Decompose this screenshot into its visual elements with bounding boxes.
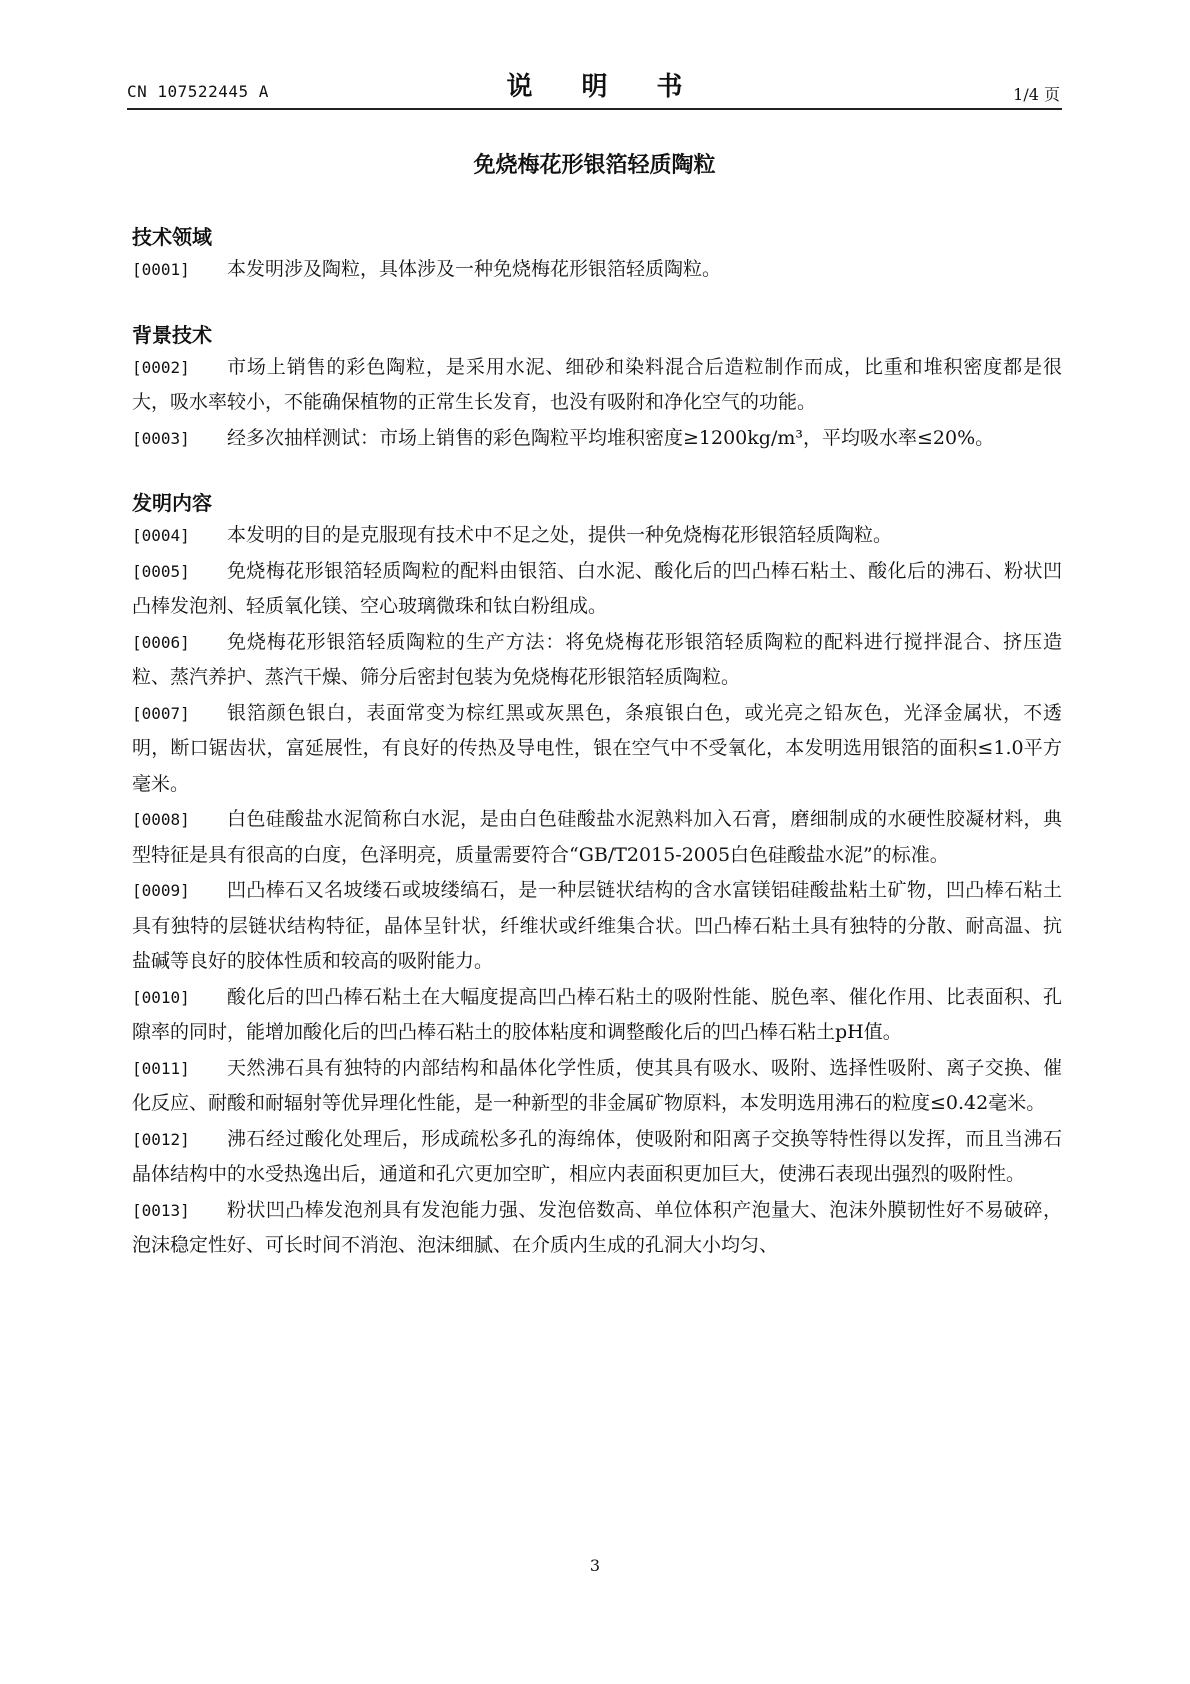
paragraph-number: [0009] <box>132 881 190 900</box>
paragraph-number: [0001] <box>132 260 190 279</box>
paragraph-text: 酸化后的凹凸棒石粘土在大幅度提高凹凸棒石粘土的吸附性能、脱色率、催化作用、比表面积、孔隙率的同时，能增加酸化后的凹凸棒石粘土的胶体粘度和调整酸化后的凹凸棒石粘土pH值。 <box>132 985 1062 1043</box>
patent-number: CN 107522445 A <box>127 82 269 101</box>
paragraph-number: [0007] <box>132 703 190 723</box>
paragraph <box>132 1051 1062 1122</box>
description-body <box>132 222 1062 1264</box>
paragraph <box>132 1122 1062 1193</box>
paragraph-text: 粉状凹凸棒发泡剂具有发泡能力强、发泡倍数高、单位体积产泡量大、泡沫外膜韧性好不易破碎，泡沫稳定性好、可长时间不消泡、泡沫细腻、在介质内生成的孔洞大小均匀、 <box>132 1198 1062 1256</box>
page-header <box>127 64 1062 110</box>
paragraph <box>132 554 1062 625</box>
paragraph <box>132 350 1062 421</box>
paragraph <box>132 980 1062 1051</box>
paragraph-number: [0002] <box>132 357 190 377</box>
paragraph <box>132 873 1062 980</box>
paragraph-number: [0013] <box>132 1200 190 1220</box>
paragraph-text: 市场上销售的彩色陶粒，是采用水泥、细砂和染料混合后造粒制作而成，比重和堆积密度都是很大，吸水率较小，不能确保植物的正常生长发育，也没有吸附和净化空气的功能。 <box>132 355 1062 413</box>
section-heading: 技术领域 <box>132 225 212 249</box>
section-background-art <box>132 320 1062 457</box>
paragraph-number: [0005] <box>132 561 190 581</box>
paragraph-text: 免烧梅花形银箔轻质陶粒的配料由银箔、白水泥、酸化后的凹凸棒石粘土、酸化后的沸石、粉状凹凸棒发泡剂、轻质氧化镁、空心玻璃微珠和钛白粉组成。 <box>132 559 1062 617</box>
paragraph <box>132 1193 1062 1264</box>
paragraph-number: [0003] <box>132 428 190 448</box>
section-heading: 背景技术 <box>132 322 212 347</box>
paragraph <box>132 696 1062 803</box>
paragraph-number: [0004] <box>132 526 190 545</box>
section-heading: 发明内容 <box>132 491 212 515</box>
paragraph-text: 沸石经过酸化处理后，形成疏松多孔的海绵体，使吸附和阳离子交换等特性得以发挥，而且当沸石晶体结构中的水受热逸出后，通道和孔穴更加空旷，相应内表面积更加巨大，使沸石表现出强烈的吸附性。 <box>132 1127 1062 1185</box>
paragraph-text: 经多次抽样测试：市场上销售的彩色陶粒平均堆积密度≥1200kg/m³，平均吸水率≤20%。 <box>227 426 995 449</box>
paragraph-number: [0006] <box>132 632 190 652</box>
section-summary-of-invention <box>132 488 1062 1264</box>
paragraph-text: 天然沸石具有独特的内部结构和晶体化学性质，使其具有吸水、吸附、选择性吸附、离子交换、催化反应、耐酸和耐辐射等优异理化性能，是一种新型的非金属矿物原料，本发明选用沸石的粒度≤0.42毫米。 <box>132 1056 1062 1114</box>
paragraph-text: 本发明的目的是克服现有技术中不足之处，提供一种免烧梅花形银箔轻质陶粒。 <box>227 524 893 546</box>
paragraph <box>132 252 1062 288</box>
page-number: 3 <box>589 1556 601 1575</box>
paragraph-text: 本发明涉及陶粒，具体涉及一种免烧梅花形银箔轻质陶粒。 <box>227 258 722 280</box>
page-of-total: 1/4 页 <box>1013 85 1060 104</box>
section-technical-field <box>132 222 1062 288</box>
paragraph <box>132 625 1062 696</box>
paragraph <box>132 802 1062 873</box>
paragraph-text: 白色硅酸盐水泥简称白水泥，是由白色硅酸盐水泥熟料加入石膏，磨细制成的水硬性胶凝材料，典型特征是具有很高的白度，色泽明亮，质量需要符合“GB/T2015-2005白色硅酸盐水泥”的标准。 <box>132 808 1062 866</box>
paragraph <box>132 421 1062 457</box>
paragraph-text: 凹凸棒石又名坡缕石或坡缕缟石，是一种层链状结构的含水富镁铝硅酸盐粘土矿物，凹凸棒石粘土具有独特的层链状结构特征，晶体呈针状，纤维状或纤维集合状。凹凸棒石粘土具有独特的分散、耐高温、抗盐碱等良好的胶体性质和较高的吸附能力。 <box>132 879 1062 972</box>
document-type: 说 明 书 <box>506 72 703 102</box>
paragraph-number: [0008] <box>132 810 190 829</box>
paragraph-text: 银箔颜色银白，表面常变为棕红黑或灰黑色，条痕银白色，或光亮之铅灰色，光泽金属状，不透明，断口锯齿状，富延展性，有良好的传热及导电性，银在空气中不受氧化，本发明选用银箔的面积≤1.0平方毫米。 <box>132 701 1062 795</box>
paragraph-number: [0012] <box>132 1129 190 1149</box>
paragraph <box>132 518 1062 554</box>
paragraph-text: 免烧梅花形银箔轻质陶粒的生产方法：将免烧梅花形银箔轻质陶粒的配料进行搅拌混合、挤压造粒、蒸汽养护、蒸汽干燥、筛分后密封包装为免烧梅花形银箔轻质陶粒。 <box>132 630 1062 688</box>
invention-title: 免烧梅花形银箔轻质陶粒 <box>473 153 716 178</box>
paragraph-number: [0010] <box>132 987 190 1007</box>
paragraph-number: [0011] <box>132 1058 190 1078</box>
